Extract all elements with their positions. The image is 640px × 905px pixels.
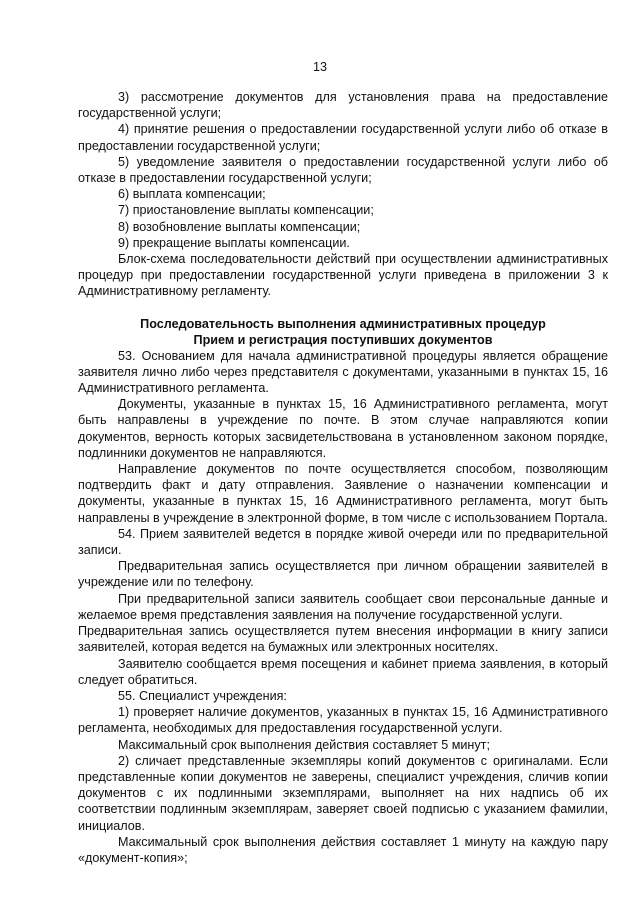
- paragraph: Направление документов по почте осуществляется способом, позволяющим подтвердить факт и дату отправления. Заявление о назначении компенсации и документы, указанные в пунктах 15, 16 Административного регламента, могут быть направлены в учреждение в электронной форме, в том числе с использованием Портала.: [78, 462, 608, 525]
- list-item: 6) выплата компенсации;: [118, 187, 266, 202]
- paragraph: 54. Прием заявителей ведется в порядке живой очереди или по предварительной записи.: [78, 526, 608, 558]
- list-item: 8) возобновление выплаты компенсации;: [118, 219, 361, 234]
- list-item: 5) уведомление заявителя о предоставлении государственной услуги либо об отказе в предоставлении государственной услуги;: [78, 154, 608, 186]
- paragraph: Максимальный срок выполнения действия составляет 5 минут;: [118, 737, 490, 752]
- paragraph: Предварительная запись осуществляется при личном обращении заявителей в учреждение или по телефону.: [78, 559, 608, 590]
- paragraph: 53. Основанием для начала административной процедуры является обращение заявителя лично либо через представителя с документами, указанными в пунктах 15, 16 Административного регламента.: [78, 348, 608, 396]
- section-subtitle: Прием и регистрация поступивших документов: [193, 332, 493, 347]
- list-item: 9) прекращение выплаты компенсации.: [118, 235, 350, 250]
- paragraph: 1) проверяет наличие документов, указанных в пунктах 15, 16 Административного регламента, необходимых для предоставления государственной услуги.: [78, 705, 608, 736]
- list-item: 3) рассмотрение документов для установления права на предоставление государственной услуги;: [78, 90, 608, 121]
- paragraph: 55. Специалист учреждения:: [118, 688, 287, 703]
- page-number: 13: [312, 60, 327, 74]
- section-title: Последовательность выполнения административных процедур: [140, 316, 546, 331]
- list-item: 4) принятие решения о предоставлении государственной услуги либо об отказе в предоставлении государственной услуги;: [78, 122, 608, 153]
- paragraph: 2) сличает представленные экземпляры копий документов с оригиналами. Если представленные копии документов не заверены, специалист учреждения, сличив копии документов с их подлинными экземплярами, выполняет на них надпись об их соответствии подлинным экземплярам, заверяет своей подписью с указанием фамилии, инициалов.: [78, 753, 608, 833]
- page-content: [78, 89, 608, 866]
- paragraph: Предварительная запись осуществляется путем внесения информации в книгу записи заявителей, которая ведется на бумажных или электронных носителях.: [78, 624, 608, 655]
- paragraph: Документы, указанные в пунктах 15, 16 Административного регламента, могут быть направлены в учреждение по почте. В этом случае направляются копии документов, верность которых засвидетельствована в установленном законом порядке, подлинники документов не направляются.: [78, 397, 608, 460]
- paragraph: Максимальный срок выполнения действия составляет 1 минуту на каждую пару «документ-копия»;: [78, 834, 608, 865]
- block-scheme-paragraph: Блок-схема последовательности действий при осуществлении административных процедур при предоставлении государственной услуги приведена в приложении 3 к Административному регламенту.: [78, 252, 608, 299]
- list-item: 7) приостановление выплаты компенсации;: [118, 203, 374, 218]
- paragraph: При предварительной записи заявитель сообщает свои персональные данные и желаемое время представления заявления на получение государственной услуги.: [78, 591, 608, 622]
- paragraph: Заявителю сообщается время посещения и кабинет приема заявления, в который следует обратиться.: [78, 656, 608, 687]
